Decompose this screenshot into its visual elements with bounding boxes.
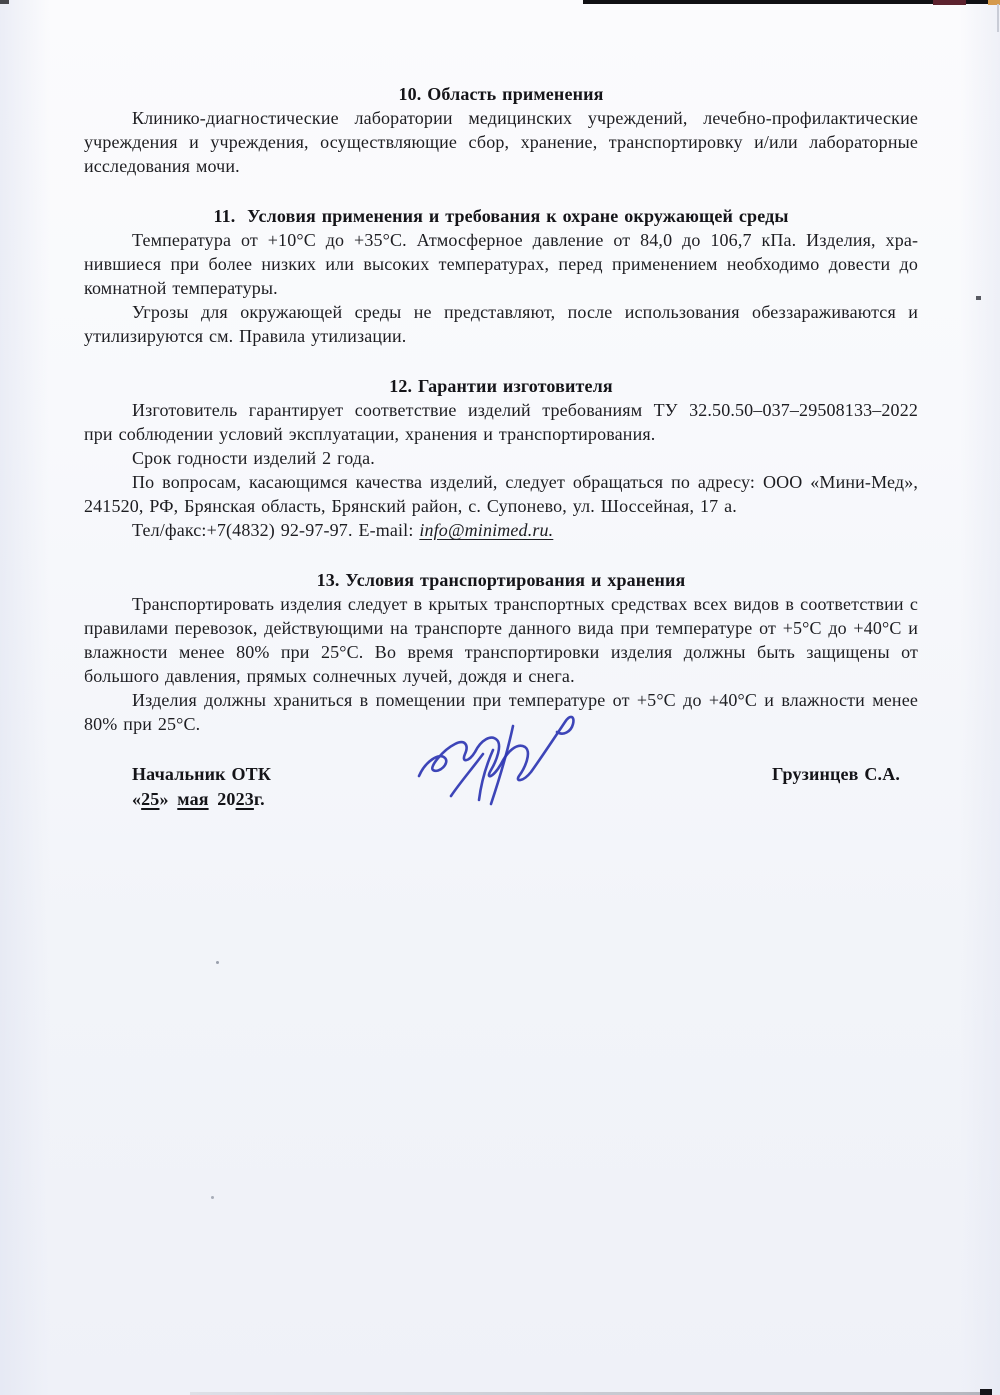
section-13-paragraph: Изделия должны храниться в помещении при температуре от +5°С до +40°С и влажности менее 80% при 25°С. (84, 690, 918, 734)
section-10-paragraph: Клинико-диагностические лаборатории медицинских учреждений, лечебно-профилактические учреждения и учреждения, осуществляющие сбор, хранение, транспортировку и/или лабораторные исследования мочи. (84, 108, 918, 176)
scan-artifact-speck (211, 1196, 214, 1199)
signatory-role: Начальник ОТК (132, 764, 272, 784)
scan-artifact-speck (216, 961, 219, 964)
date-close-quote: » (159, 789, 169, 809)
date-year: 23 (235, 789, 254, 809)
section-13-heading: 13. Условия транспортирования и хранения (316, 570, 686, 590)
section-10-heading: 10. Область применения (398, 84, 604, 104)
section-12-paragraph: Изготовитель гарантирует соответствие изделий требованиям ТУ 32.50.50–037–29508133–2022 при соблюдении условий эксплуатации, хранения и транспортирования. (84, 400, 918, 444)
section-11-heading: 11. Условия применения и требования к охране окружающей среды (213, 206, 789, 226)
section-11-paragraph: Угрозы для окружающей среды не представляют, после использования обеззараживаются и утилизируются см. Правила утилизации. (84, 302, 918, 346)
section-12-paragraph: Срок годности изделий 2 года. (132, 448, 375, 468)
date-open-quote: « (132, 789, 142, 809)
scan-artifact-top-edge-red (933, 0, 966, 5)
section-11-conditions (84, 204, 918, 348)
scan-artifact-right-speck (976, 296, 981, 300)
handwritten-signature (395, 692, 605, 807)
date-century: 20 (217, 789, 236, 809)
date-day: 25 (141, 789, 160, 809)
scan-artifact-bottom-right-mark (980, 1389, 992, 1395)
section-12-paragraph: По вопросам, касающимся качества изделий, следует обращаться по адресу: ООО «Мини-Мед», 241520, РФ, Брянская область, Брянский район, с. Супонево, ул. Шоссейная, 17 а. (84, 472, 918, 516)
signatory-name: Грузинцев С.А. (772, 764, 900, 784)
signature-stroke-main (419, 717, 573, 780)
email-address: info@minimed.ru. (419, 520, 554, 540)
signature-date (132, 787, 271, 812)
scan-artifact-right-edge-line (997, 4, 999, 32)
section-11-paragraph: Температура от +10°С до +35°С. Атмосферное давление от 84,0 до 106,7 кПа. Изделия, хранившиеся при более низких или высоких температурах, перед применением необходимо довести до комнатной температуры. (84, 230, 918, 298)
section-13-paragraph: Транспортировать изделия следует в крытых транспортных средствах всех видов в соответствии с правилами перевозок, действующими на транспорте данного вида при температуре от +5°С до +40°С и влажности менее 80% при 25°С. Во время транспортировки изделия должны быть защищены от большого давления, прямых солнечных лучей, дождя и снега. (84, 594, 918, 686)
date-suffix: г. (253, 789, 265, 809)
scan-artifact-top-left-mark (0, 0, 9, 4)
contact-line (84, 518, 918, 542)
section-10-scope (84, 82, 918, 178)
section-12-warranty (84, 374, 918, 542)
phone-fax-text: Тел/факс:+7(4832) 92-97-97. E-mail: (132, 520, 420, 540)
signature-left-column (132, 762, 271, 812)
scan-artifact-top-edge-band (583, 0, 988, 4)
section-12-heading: 12. Гарантии изготовителя (389, 376, 613, 396)
date-month: мая (177, 789, 209, 809)
